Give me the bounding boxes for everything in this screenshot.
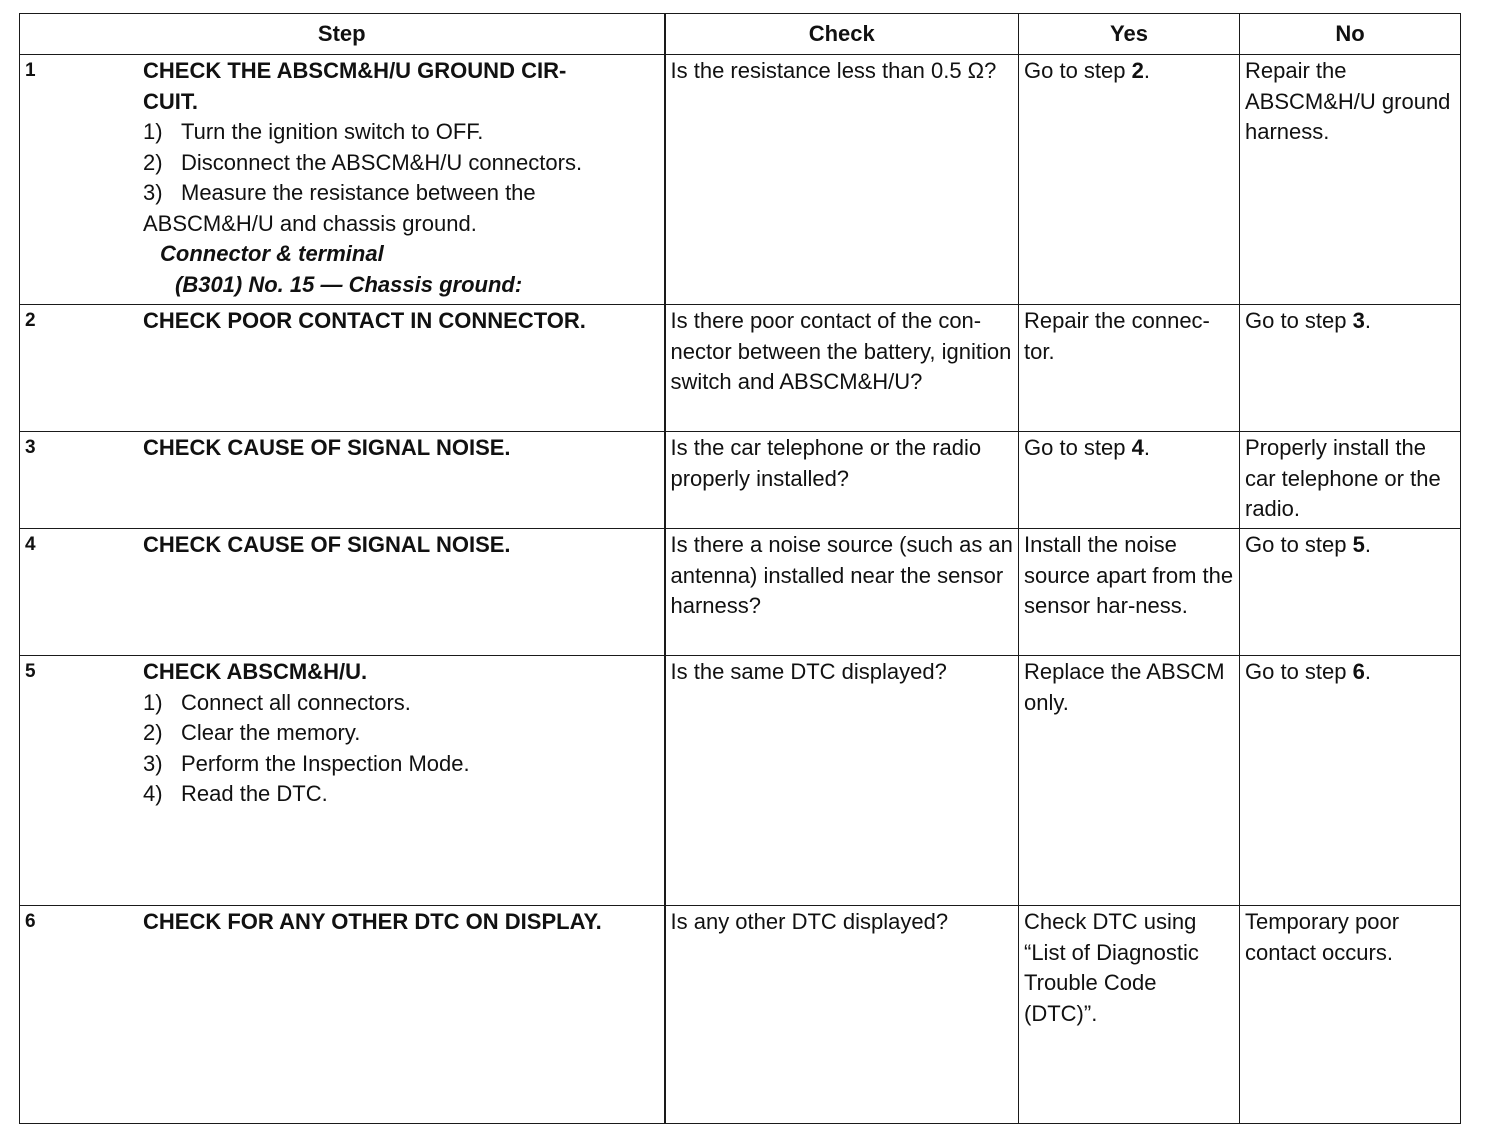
substep-text: Connect all connectors. <box>181 689 411 715</box>
connector-label: Connector & terminal <box>160 241 384 266</box>
no-cell: Properly install the car telephone or the radio. <box>1240 432 1461 529</box>
no-text: Go to step <box>1245 532 1353 557</box>
header-check: Check <box>665 14 1019 55</box>
step-number: 6 <box>25 911 36 932</box>
step-reference: 2 <box>1131 58 1144 83</box>
table-row <box>20 55 1461 305</box>
substep <box>143 148 659 179</box>
substep <box>143 718 659 749</box>
step-number: 1 <box>25 60 36 81</box>
no-cell <box>1240 529 1461 656</box>
yes-cell <box>1019 55 1240 305</box>
no-cell: Repair the ABSCM&H/U ground harness. <box>1240 55 1461 305</box>
yes-cell: Check DTC using “List of Diagnostic Trouble Code (DTC)”. <box>1019 906 1240 1124</box>
table-row <box>20 305 1461 432</box>
step-number: 4 <box>25 534 36 555</box>
check-cell: Is the car telephone or the radio properly installed? <box>665 432 1019 529</box>
no-cell: Temporary poor contact occurs. <box>1240 906 1461 1124</box>
table-row <box>20 656 1461 906</box>
header-no: No <box>1240 14 1461 55</box>
no-text: Go to step <box>1245 659 1353 684</box>
step-cell <box>20 55 665 305</box>
table-row <box>20 432 1461 529</box>
yes-suffix: . <box>1143 435 1150 460</box>
substep <box>143 779 659 810</box>
check-cell: Is there a noise source (such as an antenna) installed near the sensor harness? <box>665 529 1019 656</box>
header-step: Step <box>20 14 665 55</box>
step-title: CHECK CAUSE OF SIGNAL NOISE. <box>143 532 511 557</box>
header-yes: Yes <box>1019 14 1240 55</box>
no-cell <box>1240 656 1461 906</box>
no-suffix: . <box>1364 308 1371 333</box>
no-suffix: . <box>1364 532 1371 557</box>
step-reference: 3 <box>1352 308 1365 333</box>
yes-cell: Install the noise source apart from the sensor har-ness. <box>1019 529 1240 656</box>
yes-suffix: . <box>1143 58 1150 83</box>
substep-continuation: ABSCM&H/U and chassis ground. <box>143 210 477 236</box>
step-title: CHECK ABSCM&H/U. <box>143 659 368 684</box>
step-reference: 4 <box>1131 435 1144 460</box>
step-number: 3 <box>25 437 36 458</box>
yes-text: Go to step <box>1024 435 1132 460</box>
substep <box>143 178 659 209</box>
substep <box>143 117 659 148</box>
step-reference: 5 <box>1352 532 1365 557</box>
substep-text: Clear the memory. <box>181 720 361 745</box>
connector-value: (B301) No. 15 — Chassis ground: <box>175 271 523 297</box>
table-row <box>20 529 1461 656</box>
table-row <box>20 906 1461 1124</box>
check-cell: Is the same DTC displayed? <box>665 656 1019 906</box>
step-title-line: CUIT. <box>143 88 198 114</box>
check-cell: Is there poor contact of the con-nector between the battery, ignition switch and ABSCM&H/U? <box>665 305 1019 432</box>
no-text: Go to step <box>1245 308 1353 333</box>
check-cell: Is the resistance less than 0.5 Ω? <box>665 55 1019 305</box>
yes-cell: Repair the connec-tor. <box>1019 305 1240 432</box>
substep-number: 2) <box>143 720 163 745</box>
step-cell <box>20 906 665 1124</box>
header-row <box>20 14 1461 55</box>
substep-number: 3) <box>143 180 163 205</box>
step-cell <box>20 432 665 529</box>
step-reference: 6 <box>1352 659 1365 684</box>
substep-number: 4) <box>143 781 163 806</box>
substep-number: 1) <box>143 119 163 144</box>
step-number: 2 <box>25 310 36 331</box>
substep-number: 1) <box>143 689 163 715</box>
substep-number: 2) <box>143 149 163 175</box>
check-cell: Is any other DTC displayed? <box>665 906 1019 1124</box>
no-cell <box>1240 305 1461 432</box>
substep-number: 3) <box>143 750 163 776</box>
step-cell <box>20 656 665 906</box>
yes-cell <box>1019 432 1240 529</box>
substep <box>143 688 659 719</box>
step-number: 5 <box>25 661 36 682</box>
substep-text: Measure the resistance between the <box>181 180 536 205</box>
substep-text: Disconnect the ABSCM&H/U connectors. <box>181 149 583 175</box>
substep <box>143 749 659 780</box>
yes-cell: Replace the ABSCM only. <box>1019 656 1240 906</box>
yes-text: Go to step <box>1024 58 1132 83</box>
step-cell <box>20 529 665 656</box>
substep-text: Read the DTC. <box>181 781 328 806</box>
step-title: CHECK CAUSE OF SIGNAL NOISE. <box>143 435 511 460</box>
no-suffix: . <box>1364 659 1371 684</box>
step-title: CHECK FOR ANY OTHER DTC ON DISPLAY. <box>143 909 602 934</box>
diagnostic-procedure-table <box>19 13 1461 1124</box>
substep-text: Turn the ignition switch to OFF. <box>181 119 484 144</box>
step-title-line: CHECK THE ABSCM&H/U GROUND CIR- <box>143 58 567 83</box>
step-cell <box>20 305 665 432</box>
substep-text: Perform the Inspection Mode. <box>181 750 470 776</box>
step-title: CHECK POOR CONTACT IN CONNECTOR. <box>143 308 586 333</box>
